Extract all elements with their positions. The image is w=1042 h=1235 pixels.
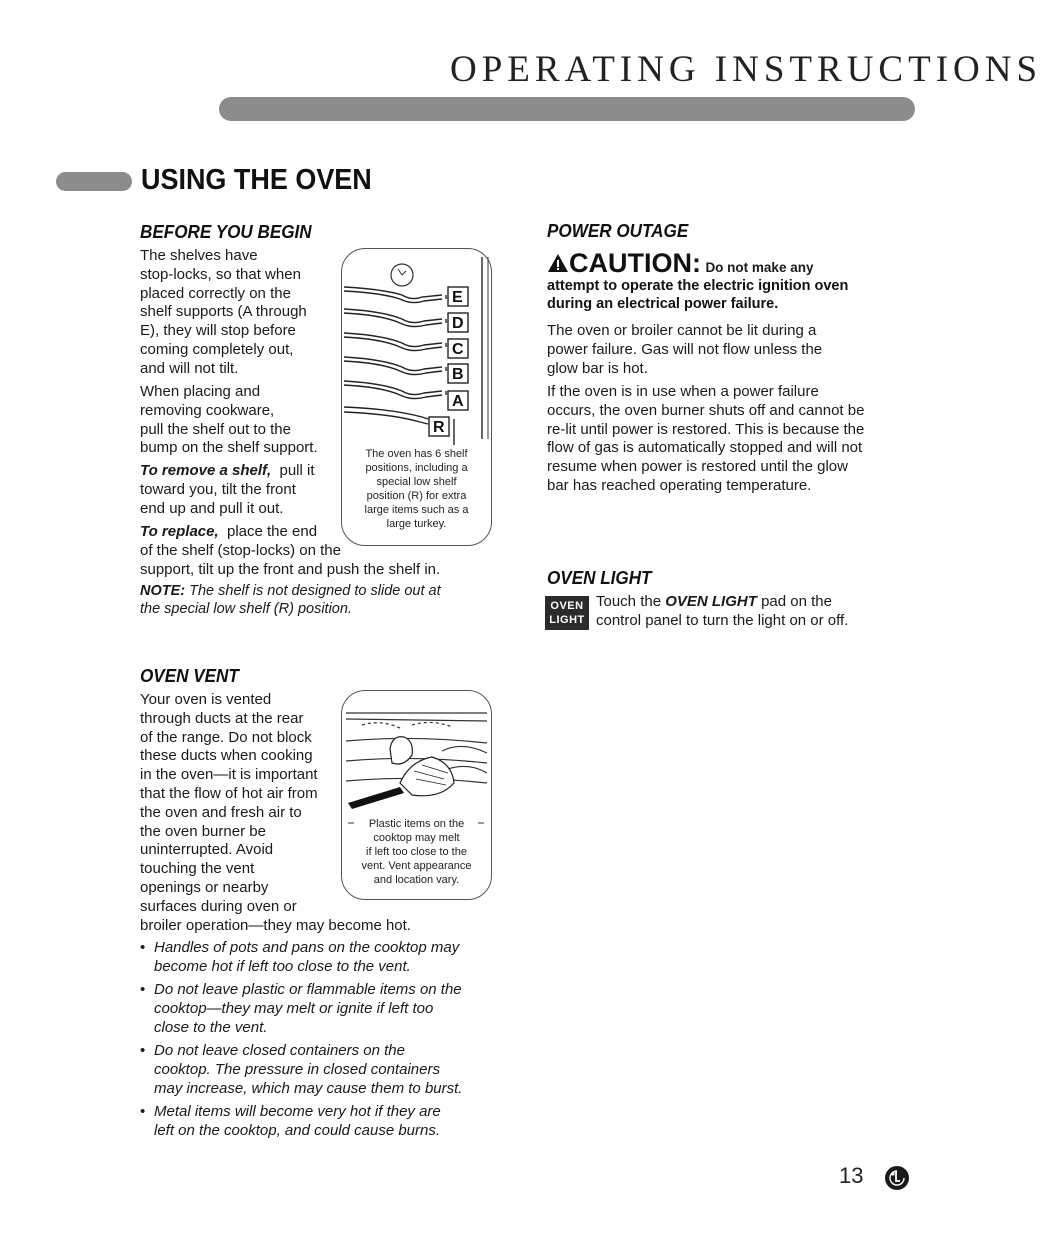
caution-word: CAUTION:	[569, 248, 701, 278]
shelf-label-r: R	[433, 419, 445, 436]
replace-shelf-paragraph: To replace, place the end of the shelf (stop-locks) on the support, tilt up the front and push the shelf in.	[140, 523, 441, 578]
cooktop-vent-illustration	[342, 691, 491, 811]
shelf-figure-caption: The oven has 6 shelf positions, including a special low shelf position (R) for extra large items such as a large turkey.	[364, 448, 469, 530]
remove-shelf-label: To remove a shelf,	[140, 462, 272, 479]
replace-shelf-label: To replace,	[140, 523, 219, 540]
page-number: 13	[839, 1163, 864, 1188]
before-heading: BEFORE YOU BEGIN	[140, 222, 312, 242]
vent-bullet-4: • Metal items will become very hot if they are left on the cooktop, and could cause burns.	[140, 1103, 441, 1139]
section-pill	[56, 172, 132, 191]
vent-bullet-2: • Do not leave plastic or flammable items on the cooktop—they may melt or ignite if left too close to the vent.	[140, 981, 462, 1036]
caution-line	[547, 248, 813, 279]
vent-figure	[341, 690, 492, 900]
caution-text: attempt to operate the electric ignition oven during an electrical power failure.	[547, 278, 849, 312]
caution-first-line: Do not make any	[705, 260, 814, 275]
note-label: NOTE:	[140, 583, 186, 599]
oven-light-pad-icon: OVEN LIGHT	[545, 596, 589, 630]
lg-logo-icon	[884, 1165, 910, 1191]
warning-triangle-icon	[547, 252, 569, 274]
outage-paragraph-2: If the oven is in use when a power failure occurs, the oven burner shuts off and cannot be re-lit until power is restored. This is because the flow of gas is automatically stopped and will not resume when power is restored until the glow bar has reached operating temperature.	[547, 383, 865, 494]
outage-paragraph-1: The oven or broiler cannot be lit during a power failure. Gas will not flow unless the glow bar is hot.	[547, 322, 823, 377]
section-title: USING THE OVEN	[141, 164, 372, 196]
shelf-label-d: D	[452, 315, 464, 332]
vent-paragraph: Your oven is vented through ducts at the rear of the range. Do not block these ducts when cooking in the oven—it is important that the flow of hot air from the oven and fresh air to the oven burner be uninterrupted. Avoid touching the vent openings or nearby surfaces during oven or broiler operation—they may become hot.	[140, 691, 411, 934]
header-bar	[219, 97, 915, 121]
vent-bullet-3: • Do not leave closed containers on the cooktop. The pressure in closed containers may increase, which may cause them to burst.	[140, 1042, 463, 1097]
shelf-note: NOTE: The shelf is not designed to slide out at the special low shelf (R) position.	[140, 583, 441, 617]
light-heading: OVEN LIGHT	[547, 568, 652, 588]
outage-heading: POWER OUTAGE	[547, 221, 689, 241]
shelf-label-c: C	[452, 341, 464, 358]
shelf-label-e: E	[452, 289, 463, 306]
vent-heading: OVEN VENT	[140, 666, 239, 686]
shelf-positions-figure	[341, 248, 492, 546]
shelf-label-a: A	[452, 393, 464, 410]
page-header-title: OPERATING INSTRUCTIONS	[450, 49, 1042, 90]
vent-figure-caption: Plastic items on the cooktop may melt if left too close to the vent. Vent appearance and location vary.	[361, 818, 472, 886]
light-paragraph: Touch the OVEN LIGHT pad on the control panel to turn the light on or off.	[596, 593, 849, 629]
vent-bullet-1: • Handles of pots and pans on the cooktop may become hot if left too close to the vent.	[140, 939, 460, 975]
before-paragraph-2: When placing and removing cookware, pull the shelf out to the bump on the shelf support.	[140, 383, 318, 457]
oven-light-term: OVEN LIGHT	[665, 593, 757, 610]
remove-shelf-paragraph: To remove a shelf, pull it toward you, tilt the front end up and pull it out.	[140, 462, 315, 517]
shelf-label-b: B	[452, 366, 464, 383]
before-paragraph-1: The shelves have stop-locks, so that when placed correctly on the shelf supports (A through E), they will stop before coming completely out, and will not tilt.	[140, 247, 307, 377]
